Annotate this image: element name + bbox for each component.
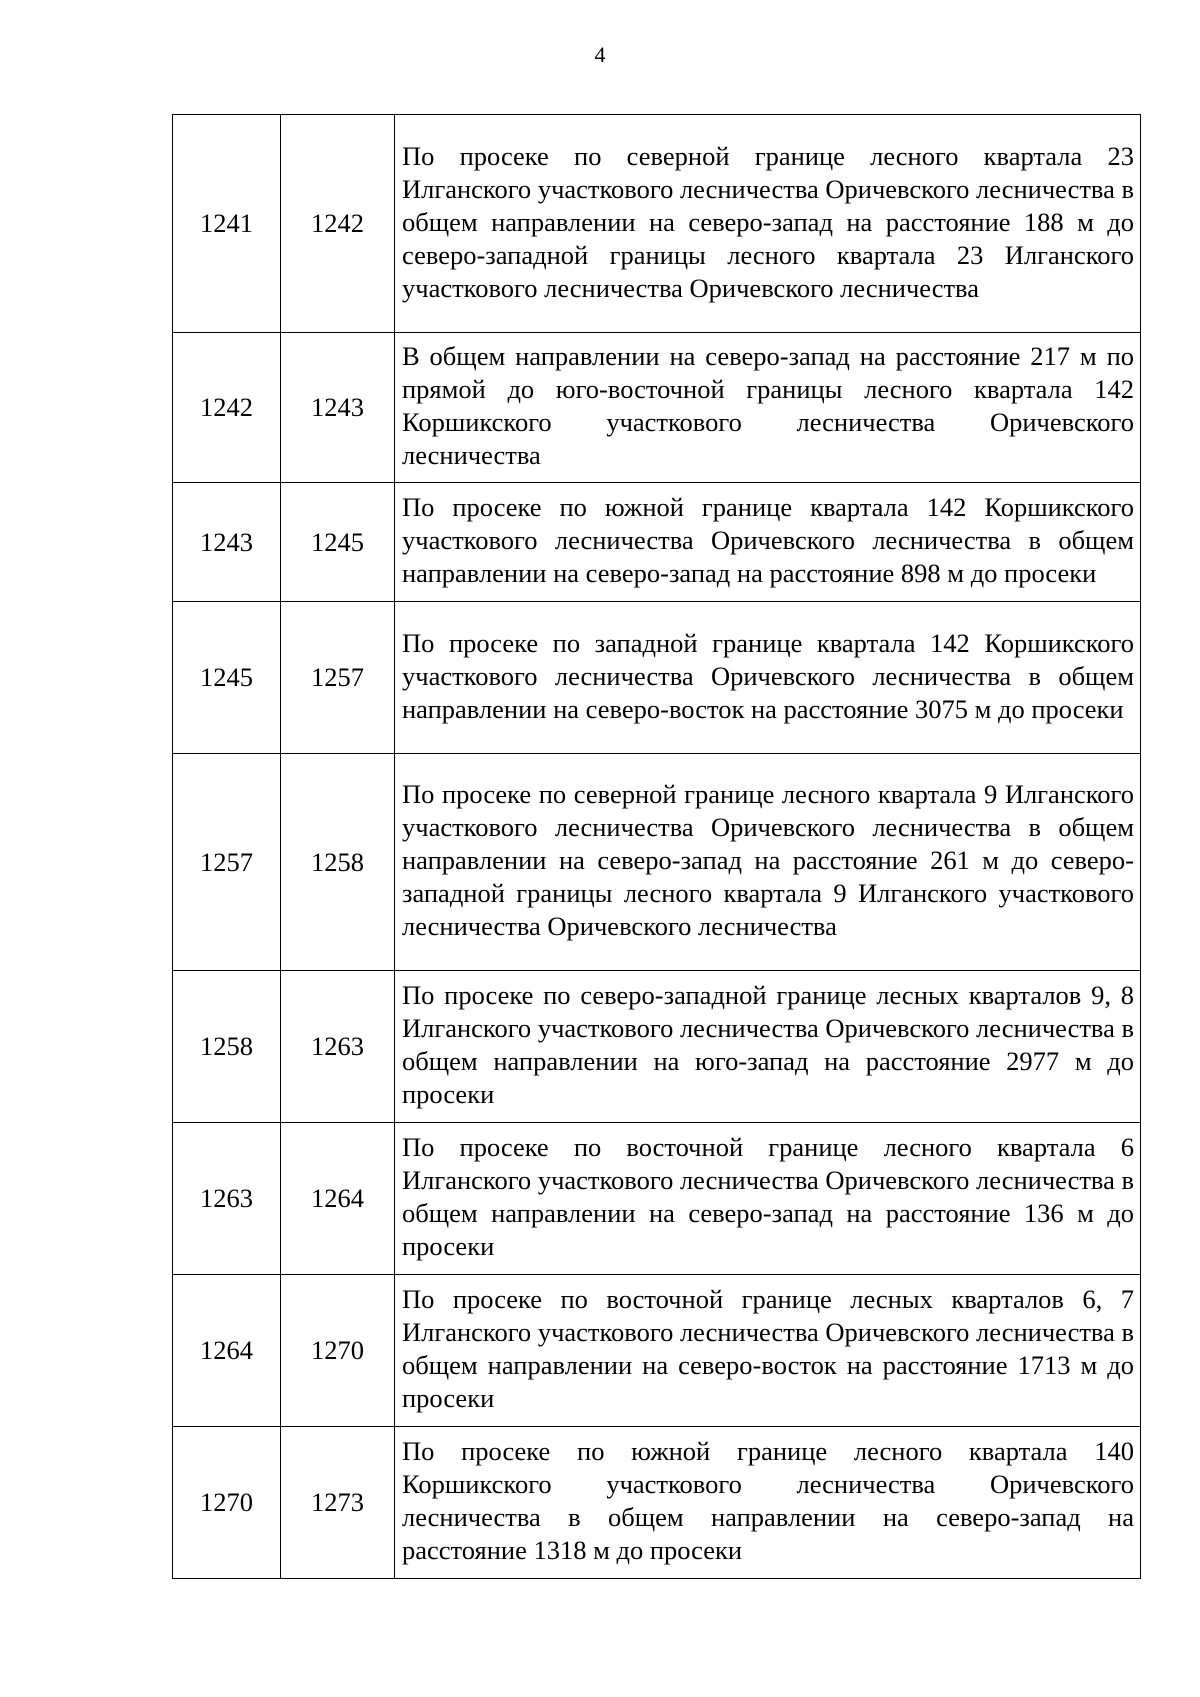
from-point-cell: 1263 [173, 1123, 281, 1275]
table-row [173, 483, 1141, 602]
page-number: 4 [594, 42, 606, 67]
to-point-cell: 1243 [281, 333, 395, 483]
table-row [173, 971, 1141, 1123]
description-cell: По просеке по северной границе лесного квартала 9 Илганского участкового лесничества Оричевского лесничества в общем направлении на северо-запад на расстояние 261 м до северо-западной границы лесного квартала 9 Илганского участкового лесничества Оричевского лесничества [395, 754, 1141, 971]
table-row [173, 754, 1141, 971]
from-point-cell: 1258 [173, 971, 281, 1123]
to-point-cell: 1258 [281, 754, 395, 971]
to-point-cell: 1257 [281, 602, 395, 754]
table-row [173, 115, 1141, 333]
from-point-cell: 1242 [173, 333, 281, 483]
to-point-cell: 1263 [281, 971, 395, 1123]
to-point-cell: 1245 [281, 483, 395, 602]
table-row [173, 1275, 1141, 1427]
table-row [173, 602, 1141, 754]
from-point-cell: 1270 [173, 1427, 281, 1579]
table-row [173, 1427, 1141, 1579]
description-cell: По просеке по северной границе лесного квартала 23 Илганского участкового лесничества Оричевского лесничества в общем направлении на северо-запад на расстояние 188 м до северо-западной границы лесного квартала 23 Илганского участкового лесничества Оричевского лесничества [395, 115, 1141, 333]
from-point-cell: 1241 [173, 115, 281, 333]
table-row [173, 1123, 1141, 1275]
description-cell: В общем направлении на северо-запад на расстояние 217 м по прямой до юго-восточной границы лесного квартала 142 Коршикского участкового лесничества Оричевского лесничества [395, 333, 1141, 483]
description-cell: По просеке по восточной границе лесных кварталов 6, 7 Илганского участкового лесничества Оричевского лесничества в общем направлении на северо-восток на расстояние 1713 м до просеки [395, 1275, 1141, 1427]
to-point-cell: 1242 [281, 115, 395, 333]
table-row [173, 333, 1141, 483]
from-point-cell: 1245 [173, 602, 281, 754]
description-cell: По просеке по южной границе квартала 142 Коршикского участкового лесничества Оричевского лесничества в общем направлении на северо-запад на расстояние 898 м до просеки [395, 483, 1141, 602]
to-point-cell: 1264 [281, 1123, 395, 1275]
description-cell: По просеке по западной границе квартала 142 Коршикского участкового лесничества Оричевского лесничества в общем направлении на северо-восток на расстояние 3075 м до просеки [395, 602, 1141, 754]
to-point-cell: 1273 [281, 1427, 395, 1579]
description-cell: По просеке по восточной границе лесного квартала 6 Илганского участкового лесничества Оричевского лесничества в общем направлении на северо-запад на расстояние 136 м до просеки [395, 1123, 1141, 1275]
from-point-cell: 1257 [173, 754, 281, 971]
boundary-table-body [173, 115, 1141, 1579]
boundary-table [172, 114, 1141, 1579]
to-point-cell: 1270 [281, 1275, 395, 1427]
description-cell: По просеке по северо-западной границе лесных кварталов 9, 8 Илганского участкового лесничества Оричевского лесничества в общем направлении на юго-запад на расстояние 2977 м до просеки [395, 971, 1141, 1123]
from-point-cell: 1264 [173, 1275, 281, 1427]
from-point-cell: 1243 [173, 483, 281, 602]
description-cell: По просеке по южной границе лесного квартала 140 Коршикского участкового лесничества Оричевского лесничества в общем направлении на северо-запад на расстояние 1318 м до просеки [395, 1427, 1141, 1579]
